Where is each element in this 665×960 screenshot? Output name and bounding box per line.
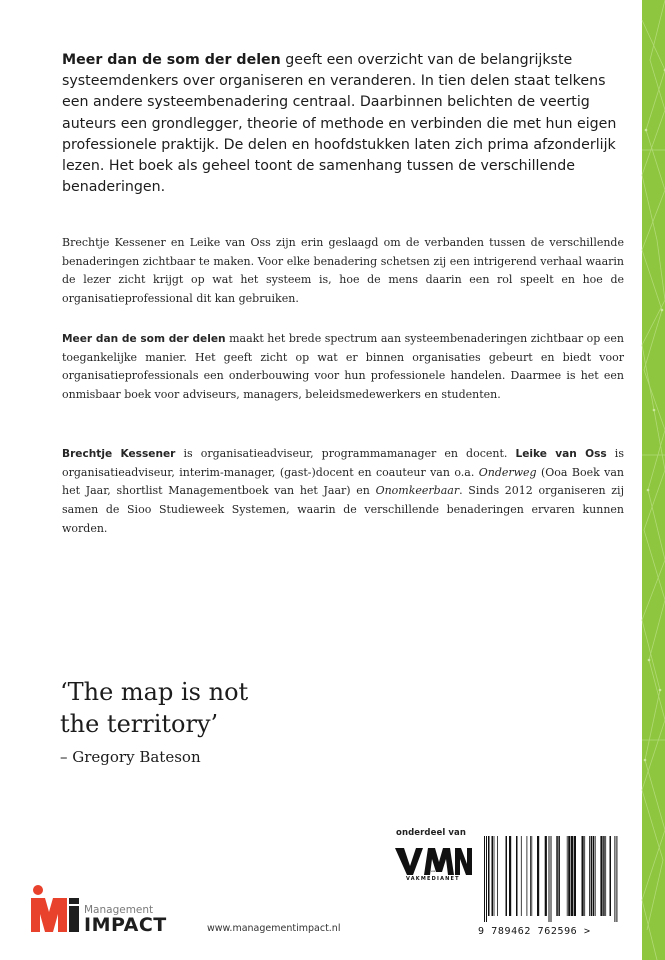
barcode-bar: [595, 836, 596, 916]
authors-text-1: is organisatieadviseur, programmamanager en docent.: [175, 447, 516, 460]
author-name-van-oss: Leike van Oss: [515, 448, 607, 460]
barcode-bar: [610, 836, 612, 916]
barcode-bar: [527, 836, 528, 916]
authors-text-3: (Ooa Boek van het Jaar, shortlist Managementboek van het Jaar) en: [62, 465, 625, 498]
barcode-bar: [584, 836, 585, 916]
barcode-bar: [506, 836, 508, 916]
barcode-guard-bar: [616, 836, 617, 922]
barcode-bar: [571, 836, 573, 916]
barcode-bar: [488, 836, 490, 916]
barcode-guard-bar: [486, 836, 487, 922]
imprint-word-impact: IMPACT: [84, 914, 167, 936]
publisher-part-of-label: onderdeel van: [396, 828, 467, 838]
publisher-website: www.managementimpact.nl: [207, 923, 341, 934]
barcode-guard-bar: [551, 836, 552, 922]
barcode-bar: [605, 836, 606, 916]
barcode-bar: [497, 836, 498, 916]
barcode-bar: [603, 836, 605, 916]
barcode-bar: [567, 836, 568, 916]
authors-text-4: . Sinds 2012 organiseren zij samen de Sioo Studieweek Systemen, waarin de verschillende benaderingen ervaren kunnen worden.: [62, 484, 624, 535]
authors-text-2: is organisatieadviseur, interim-manager, (gast-)docent en coauteur van o.a.: [62, 447, 624, 479]
barcode-guard-bar: [484, 836, 485, 922]
summary-book-title: Meer dan de som der delen: [62, 333, 226, 345]
description-paragraph: Brechtje Kessener en Leike van Oss zijn erin geslaagd om de verbanden tussen de verschillende benaderingen zichtbaar te maken. Voor elke benadering schetsen zij een intrigerend verhaal waarin de lezer zicht krijgt op wat het systeem is, hoe de mens daarin een rol speelt en hoe de organisatieprofessional dit kan gebruiken.: [62, 236, 624, 306]
cover-spine-strip: [642, 0, 665, 960]
barcode-bar: [494, 836, 495, 916]
isbn-barcode: [478, 836, 636, 942]
barcode-bar: [589, 836, 590, 916]
barcode-arrow: >: [583, 926, 591, 937]
vmn-logo-text: VMN: [430, 871, 436, 873]
barcode-bar: [509, 836, 511, 916]
barcode-bar: [582, 836, 584, 916]
barcode-bar: [574, 836, 576, 916]
barcode-bar: [600, 836, 602, 916]
barcode-bar: [531, 836, 532, 916]
barcode-bar: [492, 836, 494, 916]
summary-text: maakt het brede spectrum aan systeembenaderingen zichtbaar op een toegankelijke manier. Het geeft zicht op wat er binnen organisaties gebeurt en biedt voor organisatieprofessionals een onderbouwing voor hun professionele handelen. Daarmee is het een onmisbaar boek voor adviseurs, managers, beleidsmedewerkers en studenten.: [62, 332, 624, 402]
intro-book-title: Meer dan de som der delen: [62, 52, 281, 68]
barcode-bar: [530, 836, 531, 916]
book-title-onderweg: Onderweg: [478, 465, 537, 479]
barcode-bar: [545, 836, 547, 916]
authors-paragraph: [62, 445, 624, 539]
isbn-digits: [478, 926, 636, 937]
barcode-bar: [558, 836, 560, 916]
barcode-bar: [568, 836, 570, 916]
barcode-bar: [593, 836, 595, 916]
barcode-guard-bar: [614, 836, 615, 922]
author-name-kessener: Brechtje Kessener: [62, 448, 176, 460]
barcode-bar: [556, 836, 558, 916]
intro-text: geeft een overzicht van de belangrijkste systeemdenkers over organiseren en veranderen. In tien delen staat telkens een andere systeembenadering centraal. Daarbinnen belichten de veertig auteurs een grondlegger, theorie of methode en verbinden die met hun eigen professionele praktijk. De delen en hoofdstukken laten zich prima afzonderlijk lezen. Het boek als geheel toont de samenhang tussen de verschillende benaderingen.: [62, 52, 617, 196]
summary-paragraph: [62, 330, 624, 405]
quote-author: – Gregory Bateson: [60, 748, 201, 766]
quote-line-2: the territory’: [60, 710, 219, 738]
vmn-subtitle: VAKMEDIANET: [406, 876, 460, 882]
quote-block: [60, 676, 390, 740]
barcode-bars-graphic: [478, 836, 628, 922]
mi-logo-letters: MI: [55, 934, 57, 935]
imprint-word-management: Management: [84, 904, 154, 916]
management-impact-logo-icon: [30, 884, 80, 934]
barcode-bar: [516, 836, 518, 916]
quote-line-1: ‘The map is not: [60, 678, 249, 706]
barcode-bar: [537, 836, 539, 916]
intro-paragraph: [62, 50, 622, 198]
barcode-bar: [521, 836, 522, 916]
barcode-guard-bar: [549, 836, 550, 922]
barcode-bar: [591, 836, 593, 916]
isbn-number: 9 789462 762596: [478, 926, 578, 937]
book-title-onomkeerbaar: Onomkeerbaar: [375, 484, 460, 498]
vmn-logo-icon: [393, 842, 473, 878]
